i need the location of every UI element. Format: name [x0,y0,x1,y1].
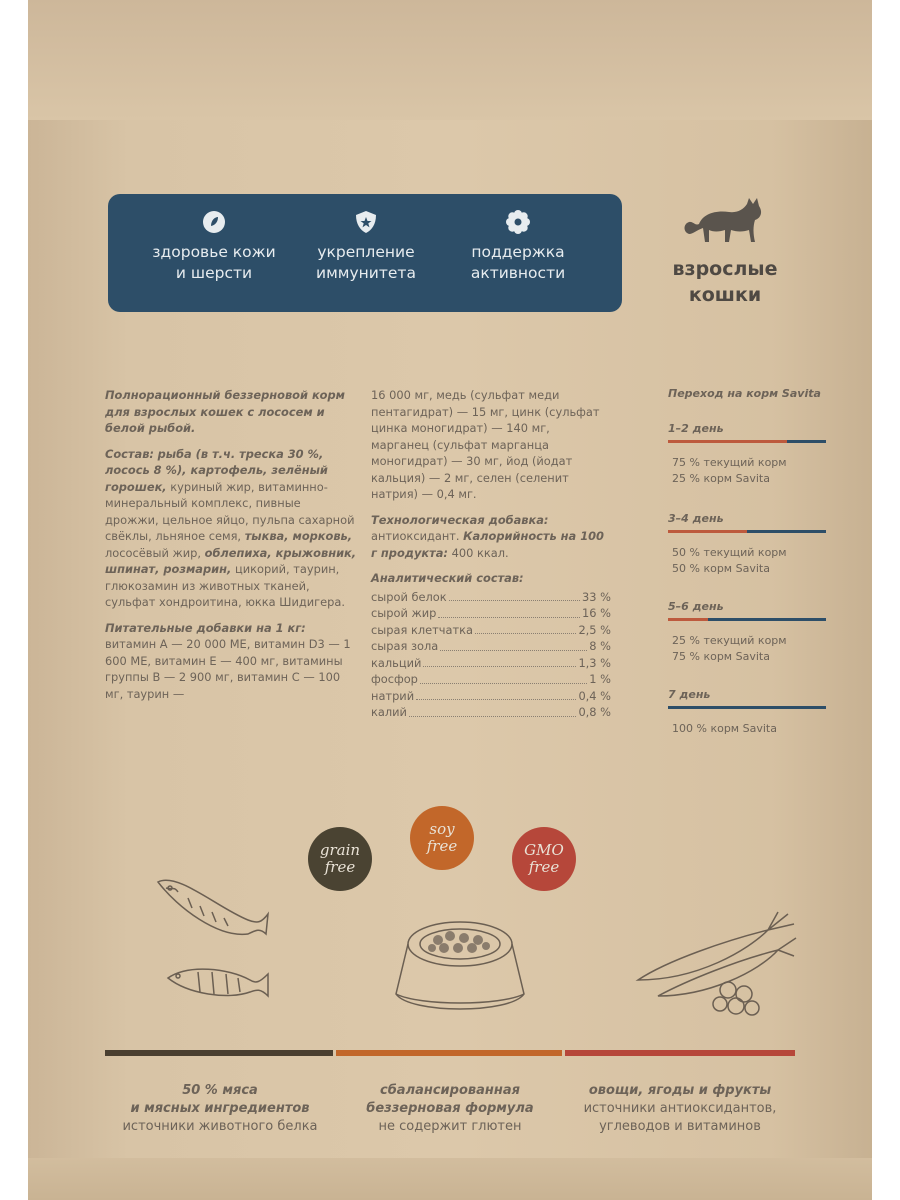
step-text: 50 % текущий корм 50 % корм Savita [672,546,787,575]
bottom-seal [28,1158,872,1200]
analysis-value: 8 % [589,639,611,653]
stripe-formula [336,1050,562,1056]
additives-continued: 16 000 мг, медь (сульфат меди пентагидрат) — 15 мг, цинк (сульфат цинка моногидрат) — 140 мг, марганец (сульфат марганца моногидрат) — 30 мг, йод (йодат кальция) — 2 мг, селен (селенит натрия) — 0,4 мг. [371,388,600,501]
additives-text: Питательные добавки на 1 кг: витамин А — 20 000 МЕ, витамин D3 — 1 600 МЕ, витамин Е — 400 мг, витамины группы В — 2 900 мг, витамин С — 100 мг, таурин — [105,620,351,701]
analysis-title: Аналитический состав: [371,571,524,585]
analysis-name: натрий [371,688,415,703]
analysis-value: 2,5 % [578,622,611,637]
analysis-name: сырой белок [371,589,447,604]
analysis-name: кальций [371,655,422,670]
analysis-row [371,589,611,606]
step-day: 1–2 день [668,422,724,435]
cat-line1: взрослые [672,258,778,280]
analysis-value: 1,3 % [578,655,611,670]
step-day: 5–6 день [668,600,724,613]
gear-flower-icon [506,210,530,234]
feature-line1: укрепление [317,243,415,261]
analysis-value: 16 % [582,606,611,620]
step-text: 100 % корм Savita [672,722,777,735]
dot-leader [449,600,580,601]
dot-leader [438,617,580,618]
dot-leader [475,633,576,634]
leaf-drop-icon [202,210,226,234]
bottom-meat: 50 % мяса и мясных ингредиентов источники животного белка [122,1083,318,1134]
stripe-vegetables [565,1050,795,1056]
step-progress-bar [668,440,826,443]
analysis-name: сырая зола [371,639,439,653]
step-text: 75 % текущий корм 25 % корм Savita [672,456,787,485]
feature-line2: и шерсти [175,264,253,282]
analysis-row [371,622,611,639]
step-progress-bar [668,530,826,533]
analysis-row [371,605,611,622]
dot-leader [420,683,587,684]
step-day: 3–4 день [668,512,724,525]
composition-text: Состав: рыба (в т.ч. треска 30 %, лосось 8 %), картофель, зелёный горошек, куриный жир, витаминно-минеральный комплекс, пивные дрожжи, цельное яйцо, пульпа сахарной свёклы, льняное семя, тыква, морковь, лососёвый жир, облепиха, крыжовник, шпинат, розмарин, цикорий, таурин, глюкозамин из животных тканей, сульфат хондроитина, юкка Шидигера. [105,446,357,609]
analysis-row [371,655,611,672]
bowl-icon [380,910,540,1020]
carrot-berries-icon [628,910,798,1020]
feature-activity [438,210,598,284]
analysis-name: фосфор [371,672,418,686]
step-day: 7 день [668,688,711,701]
badge-soy-free: soy free [410,806,474,870]
description-column-1 [105,387,357,711]
dot-leader [423,666,576,667]
badge-grain-free: grain free [308,827,372,891]
cat-silhouette-icon [681,196,769,246]
dot-leader [440,650,587,651]
transition-step [668,688,826,737]
intro-text: Полнорационный беззерновой корм для взрослых кошек с лососем и белой рыбой. [105,388,345,435]
transition-step [668,422,826,487]
bottom-vegetables: овощи, ягоды и фрукты источники антиоксидантов, углеводов и витаминов [583,1083,777,1134]
shield-icon [354,210,378,234]
feature-line1: поддержка [471,243,565,261]
analysis-value: 0,4 % [578,688,611,703]
dot-leader [416,699,576,700]
dot-leader [409,716,576,717]
description-column-2 [371,387,611,721]
analysis-table [371,589,611,721]
analysis-name: сырой жир [371,606,437,620]
analysis-name: калий [371,705,407,719]
analysis-name: сырая клетчатка [371,622,473,637]
step-progress-fill [668,440,787,443]
fish-icon [138,868,278,1018]
badge-gmo-free: GMO free [512,827,576,891]
feature-skin [134,210,294,284]
step-text: 25 % текущий корм 75 % корм Savita [672,634,787,663]
feature-line2: активности [470,264,566,282]
analysis-value: 1 % [589,672,611,686]
analysis-value: 0,8 % [578,705,611,719]
feature-line1: здоровье кожи [152,243,276,261]
cat-line2: кошки [688,284,762,306]
transition-step [668,512,826,577]
step-progress-fill [668,618,708,621]
features-panel [108,194,622,312]
transition-title: Переход на корм Savita [668,387,821,400]
package-back [28,0,872,1200]
analysis-row [371,638,611,655]
transition-step [668,600,826,665]
analysis-row [371,704,611,721]
tech-text: Технологическая добавка: антиоксидант. Калорийность на 100 г продукта: 400 ккал. [371,512,604,560]
feature-immunity [286,210,446,284]
stripe-meat [105,1050,333,1056]
analysis-row [371,671,611,688]
bottom-formula: сбалансированная беззерновая формула не содержит глютен [366,1083,534,1134]
step-progress-fill [668,530,747,533]
feature-line2: иммунитета [316,264,416,282]
analysis-value: 33 % [582,589,611,604]
step-progress-bar [668,618,826,621]
analysis-row [371,688,611,705]
target-audience [640,196,810,308]
step-progress-bar [668,706,826,709]
